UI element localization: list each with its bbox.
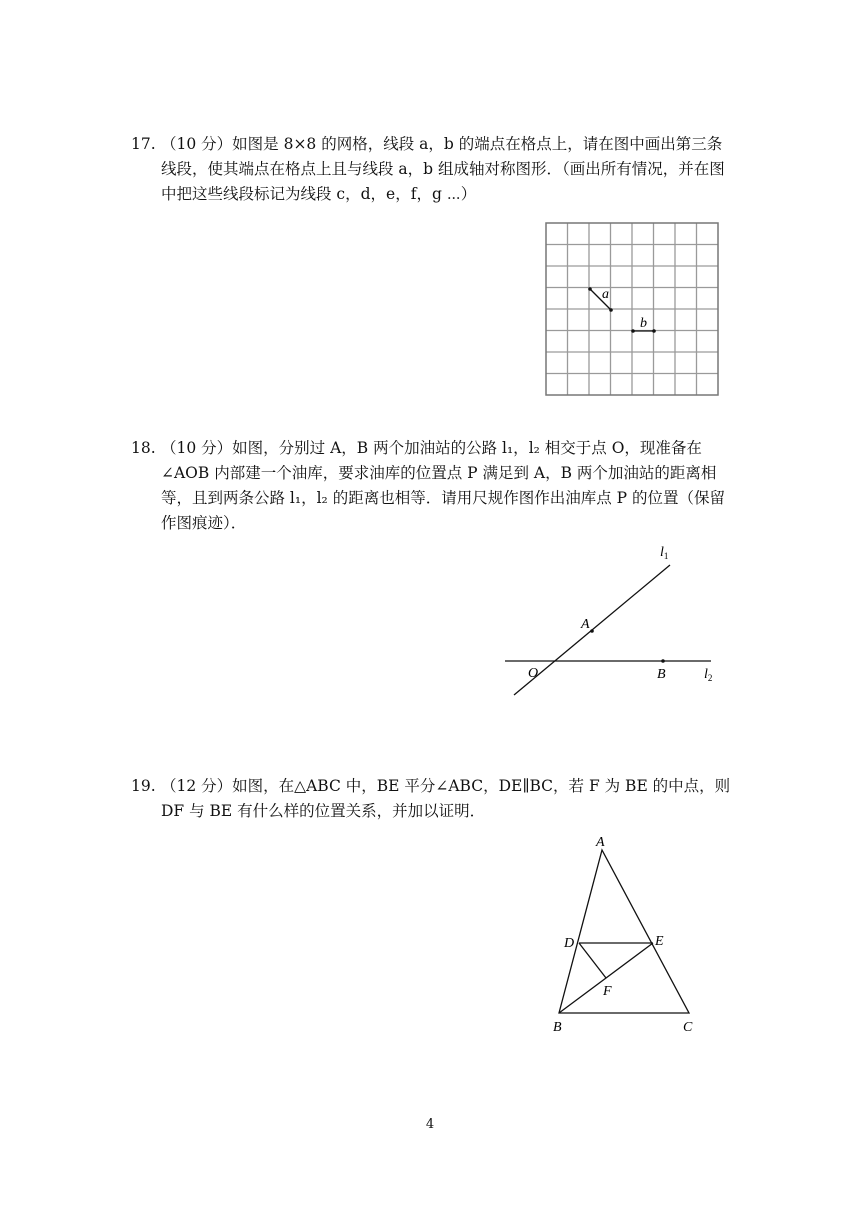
label-A: A (581, 617, 590, 632)
label-B: B (657, 667, 666, 682)
page-number: 4 (425, 1117, 435, 1132)
endpoint (652, 329, 656, 333)
endpoint (588, 287, 592, 291)
segment-DF (579, 943, 606, 978)
label-D: D (564, 936, 575, 951)
question-19 (131, 774, 731, 824)
label-A: A (596, 835, 605, 850)
question-18 (131, 436, 731, 536)
question-17 (131, 132, 731, 207)
label-B: B (553, 1020, 562, 1035)
label-l2: $l_2$ (704, 667, 713, 683)
question-text: （10 分）如图，分别过 A，B 两个加油站的公路 l₁，l₂ 相交于点 O，现准备在∠AOB 内部建一个油库，要求油库的位置点 P 满足到 A，B 两个加油站的距离相等，且到两条公路 l₁，l₂ 的距离也相等．请用尺规作图作出油库点 P 的位置（保留作图痕迹）． (161, 439, 725, 532)
question-text: （10 分）如图是 8×8 的网格，线段 a，b 的端点在格点上，请在图中画出第三条线段，使其端点在格点上且与线段 a，b 组成轴对称图形．（画出所有情况，并在图中把这些线段标记为线段 c，d，e，f，g ⋯） (161, 135, 725, 203)
question-number: 18. (131, 439, 156, 457)
grid-figure (545, 222, 720, 397)
label-O: O (528, 666, 539, 681)
endpoint (609, 308, 613, 312)
label-C: C (683, 1020, 693, 1035)
triangle-figure (545, 830, 715, 1040)
question-text: （12 分）如图，在△ABC 中，BE 平分∠ABC，DE∥BC，若 F 为 BE 的中点，则 DF 与 BE 有什么样的位置关系，并加以证明． (161, 777, 731, 820)
point-B (661, 659, 665, 663)
question-number: 19. (131, 777, 156, 795)
roads-figure (498, 540, 728, 705)
label-F: F (603, 984, 612, 999)
label-b: b (640, 316, 647, 331)
endpoint (631, 329, 635, 333)
label-l1: $l_1$ (660, 545, 669, 561)
point-A (590, 629, 594, 633)
label-E: E (655, 934, 664, 949)
triangle-ABC (559, 850, 689, 1013)
question-number: 17. (131, 135, 156, 153)
label-a: a (602, 287, 609, 302)
